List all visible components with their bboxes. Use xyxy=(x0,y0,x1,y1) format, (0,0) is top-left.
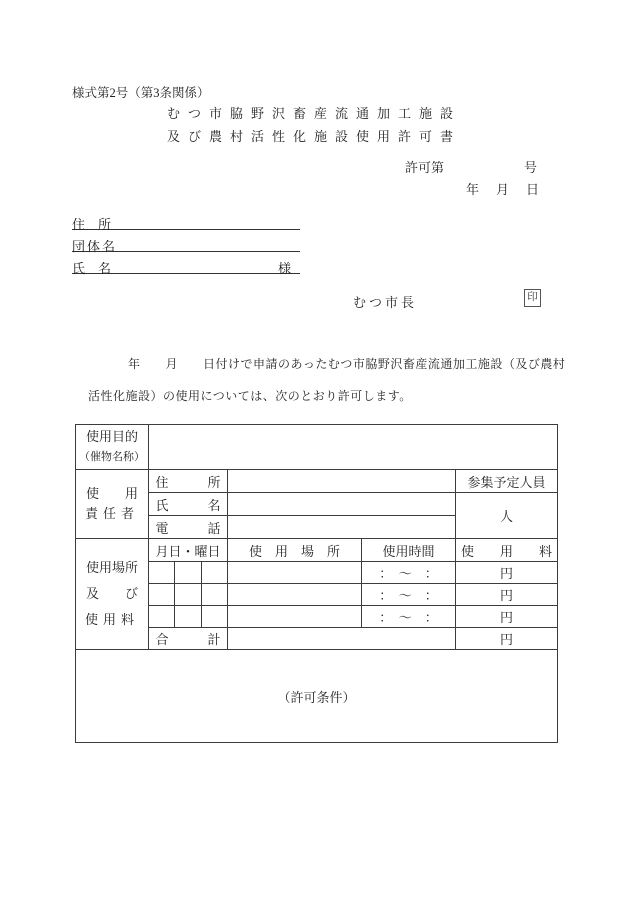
header-place: 使 用 場 所 xyxy=(228,539,362,562)
date-day-label: 日 xyxy=(526,182,540,197)
total-label: 合 計 xyxy=(149,628,228,650)
date-weekday-cell xyxy=(202,584,228,606)
date-day-cell xyxy=(175,606,202,628)
permit-table xyxy=(75,424,558,743)
responsible-address-label: 住 所 xyxy=(149,470,228,493)
total-fee-cell: 円 xyxy=(456,628,558,650)
date-weekday-cell xyxy=(202,606,228,628)
fee-cell: 円 xyxy=(456,562,558,584)
usage-label-line2: 及 び xyxy=(85,586,138,601)
usage-label-line3: 使用料 xyxy=(84,612,139,627)
responsible-address-value-cell xyxy=(228,470,456,493)
organization-label: 団体名 xyxy=(72,239,118,254)
responsible-phone-value-cell xyxy=(228,516,456,539)
name-field xyxy=(72,258,300,274)
honorific-label: 様 xyxy=(278,261,292,276)
place-cell xyxy=(228,606,362,628)
date-month-cell xyxy=(149,584,175,606)
organization-field xyxy=(72,236,300,252)
purpose-label-line1: 使用目的 xyxy=(85,429,138,444)
responsible-label xyxy=(76,470,149,539)
address-label: 住 所 xyxy=(72,217,112,232)
address-field xyxy=(72,214,300,230)
usage-label-line1: 使用場所 xyxy=(85,560,138,575)
body-paragraph-line2: 活性化施設）の使用については、次のとおり許可します。 xyxy=(88,389,412,403)
responsible-name-value-cell xyxy=(228,493,456,516)
place-cell xyxy=(228,562,362,584)
purpose-value-cell xyxy=(149,425,558,470)
date-month-cell xyxy=(149,562,175,584)
conditions-cell: （許可条件） xyxy=(76,650,558,743)
permit-number-unit: 号 xyxy=(524,160,538,175)
header-time: 使用時間 xyxy=(362,539,456,562)
total-value-cell xyxy=(228,628,456,650)
place-cell xyxy=(228,584,362,606)
attendees-unit-cell: 人 xyxy=(456,493,558,539)
responsible-label-line1: 使 用 xyxy=(85,486,138,501)
time-cell: ： ～ ： xyxy=(362,606,456,628)
doc-title-line1: むつ市脇野沢畜産流通加工施設 xyxy=(167,106,462,121)
doc-title-line2: 及び農村活性化施設使用許可書 xyxy=(167,129,462,144)
date-day-cell xyxy=(175,584,202,606)
permit-number-label: 許可第 xyxy=(405,160,445,175)
responsible-phone-label: 電 話 xyxy=(149,516,228,539)
date-month-label: 月 xyxy=(496,182,510,197)
date-year-label: 年 xyxy=(466,182,480,197)
time-cell: ： ～ ： xyxy=(362,562,456,584)
time-cell: ： ～ ： xyxy=(362,584,456,606)
attendees-header: 参集予定人員 xyxy=(456,470,558,493)
seal-stamp: 印 xyxy=(524,289,541,307)
usage-section-label xyxy=(76,539,149,650)
purpose-label-line2: （催物名称） xyxy=(79,451,145,463)
date-month-cell xyxy=(149,606,175,628)
name-label: 氏 名 xyxy=(72,261,112,276)
form-number: 様式第2号（第3条関係） xyxy=(72,86,210,100)
date-day-cell xyxy=(175,562,202,584)
header-fee: 使 用 料 xyxy=(456,539,558,562)
mayor-label: むつ市長 xyxy=(353,295,418,310)
responsible-name-label: 氏 名 xyxy=(149,493,228,516)
date-weekday-cell xyxy=(202,562,228,584)
body-paragraph-line1: 年 月 日付けで申請のあったむつ市脇野沢畜産流通加工施設（及び農村 xyxy=(128,357,566,371)
fee-cell: 円 xyxy=(456,584,558,606)
responsible-label-line2: 責任者 xyxy=(84,506,139,521)
header-date: 月日・曜日 xyxy=(149,539,228,562)
fee-cell: 円 xyxy=(456,606,558,628)
purpose-label xyxy=(76,425,149,470)
